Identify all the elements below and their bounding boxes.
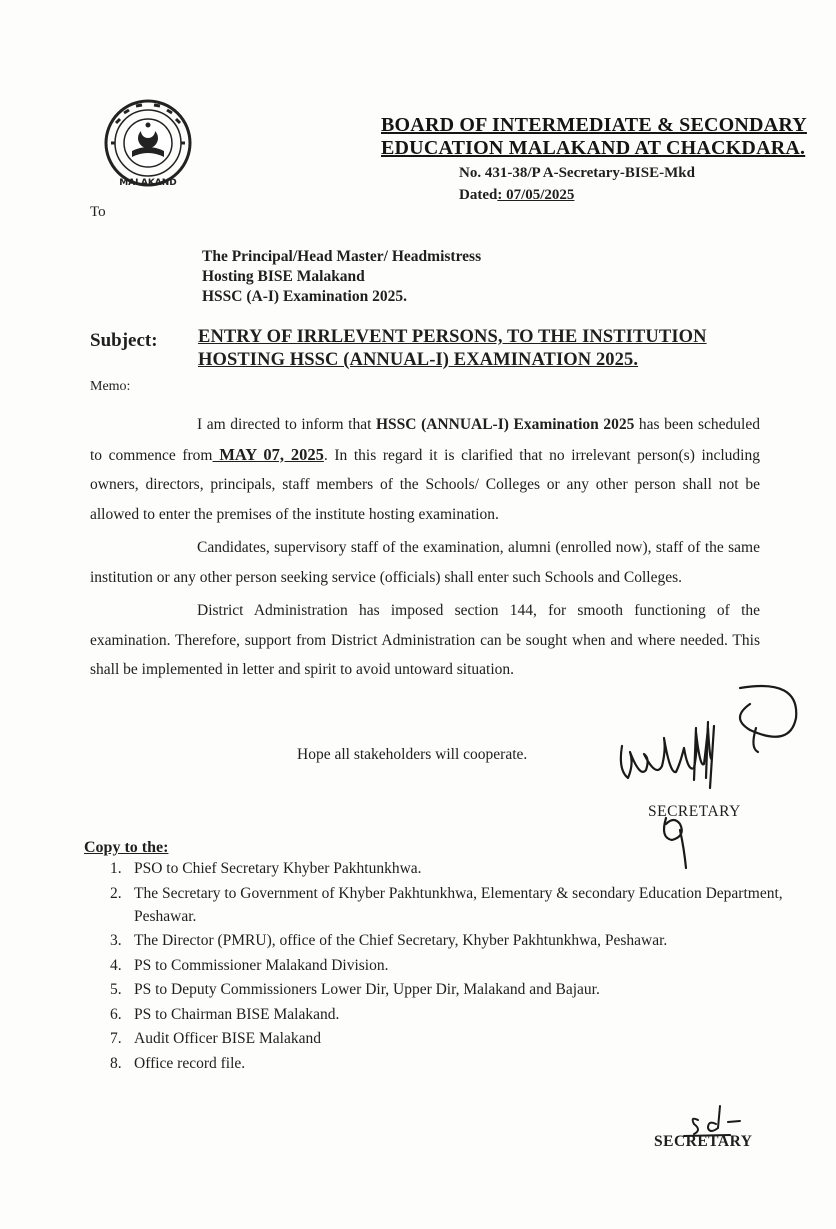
list-item-number: 5. [110, 981, 122, 998]
memo-label: Memo: [90, 379, 131, 394]
subject-line1: ENTRY OF IRRLEVENT PERSONS, TO THE INSTITUTION [198, 327, 707, 347]
body-p1-date: MAY 07, 2025 [212, 444, 324, 464]
closing-line: Hope all stakeholders will cooperate. [297, 746, 528, 763]
subject-text [198, 326, 768, 372]
list-item-number: 6. [110, 1005, 122, 1023]
subject-label: Subject: [90, 330, 158, 351]
handwritten-signature-icon [600, 668, 810, 878]
letter-body [90, 410, 760, 689]
list-item-number: 3. [110, 932, 122, 949]
copy-to-list [84, 857, 784, 1076]
list-item-text: The Director (PMRU), office of the Chief Secretary, Khyber Pakhtunkhwa, Peshawar. [134, 932, 668, 949]
list-item [84, 857, 784, 880]
list-item-number: 4. [110, 956, 122, 974]
copy-to-title: Copy to the: [84, 839, 169, 856]
dated-line [459, 187, 574, 204]
body-paragraph-3: District Administration has imposed section 144, for smooth functioning of the examination. Therefore, support from District Administration can be sought when and where needed. This shall be implemented in letter and spirit to avoid untoward situation. [90, 602, 760, 678]
list-item-number: 2. [110, 884, 122, 902]
signatory-title-2: SECRETARY [654, 1133, 753, 1150]
to-label: To [90, 204, 106, 220]
list-item-number: 8. [110, 1054, 122, 1072]
sd-mark-text: Sd [680, 1100, 682, 1101]
list-item [84, 978, 784, 1001]
body-paragraph-2: Candidates, supervisory staff of the examination, alumni (enrolled now), staff of the same institution or any other person seeking service (officials) shall enter such Schools and Colleges. [90, 539, 760, 586]
list-item [84, 882, 784, 928]
list-item-text: The Secretary to Government of Khyber Pakhtunkhwa, Elementary & secondary Education Department, Peshawar. [134, 884, 783, 925]
recipient-block [202, 247, 481, 307]
subject-line2: HOSTING HSSC (ANNUAL-I) EXAMINATION 2025. [198, 350, 639, 370]
list-item [84, 1003, 784, 1026]
list-item-text: PS to Deputy Commissioners Lower Dir, Upper Dir, Malakand and Bajaur. [134, 981, 600, 998]
signatory-title-1: SECRETARY [648, 803, 741, 820]
list-item [84, 954, 784, 977]
board-name [381, 114, 807, 160]
board-name-line1: BOARD OF INTERMEDIATE & SECONDARY [381, 114, 807, 136]
list-item-text: PS to Commissioner Malakand Division. [134, 956, 389, 974]
reference-number: No. 431-38/P A-Secretary-BISE-Mkd [459, 165, 695, 181]
list-item-text: Office record file. [134, 1054, 246, 1072]
list-item-text: PS to Chairman BISE Malakand. [134, 1005, 340, 1023]
board-name-line2: EDUCATION MALAKAND AT CHACKDARA. [381, 137, 806, 159]
body-p1-part-a: I am directed to inform that [197, 416, 376, 433]
list-item-number: 7. [110, 1030, 122, 1047]
body-p1-exam-name: HSSC (ANNUAL-I) Examination 2025 [376, 416, 635, 433]
body-p1-part-c: has been scheduled to commence from [90, 416, 760, 464]
list-item-text: PSO to Chief Secretary Khyber Pakhtunkhwa. [134, 860, 422, 877]
dated-value: : 07/05/2025 [497, 187, 575, 203]
recipient-line1: The Principal/Head Master/ Headmistress [202, 248, 482, 265]
list-item [84, 1027, 784, 1050]
list-item [84, 1052, 784, 1075]
dated-label: Dated [459, 187, 498, 203]
body-paragraph-1 [90, 410, 760, 529]
seal-text: MALAKAND [119, 178, 177, 188]
recipient-line2: Hosting BISE Malakand [202, 268, 365, 285]
body-p1-part-d: . In this regard it is clarified that no irrelevant person(s) including owners, directors, principals, staff members of the Schools/ Colleges or any other person shall not be allowed to enter the premises of the institute hosting examination. [90, 446, 760, 523]
list-item-number: 1. [110, 860, 122, 877]
board-seal-icon [96, 97, 206, 189]
list-item [84, 929, 784, 952]
list-item-text: Audit Officer BISE Malakand [134, 1030, 321, 1047]
recipient-line3: HSSC (A-I) Examination 2025. [202, 288, 407, 305]
